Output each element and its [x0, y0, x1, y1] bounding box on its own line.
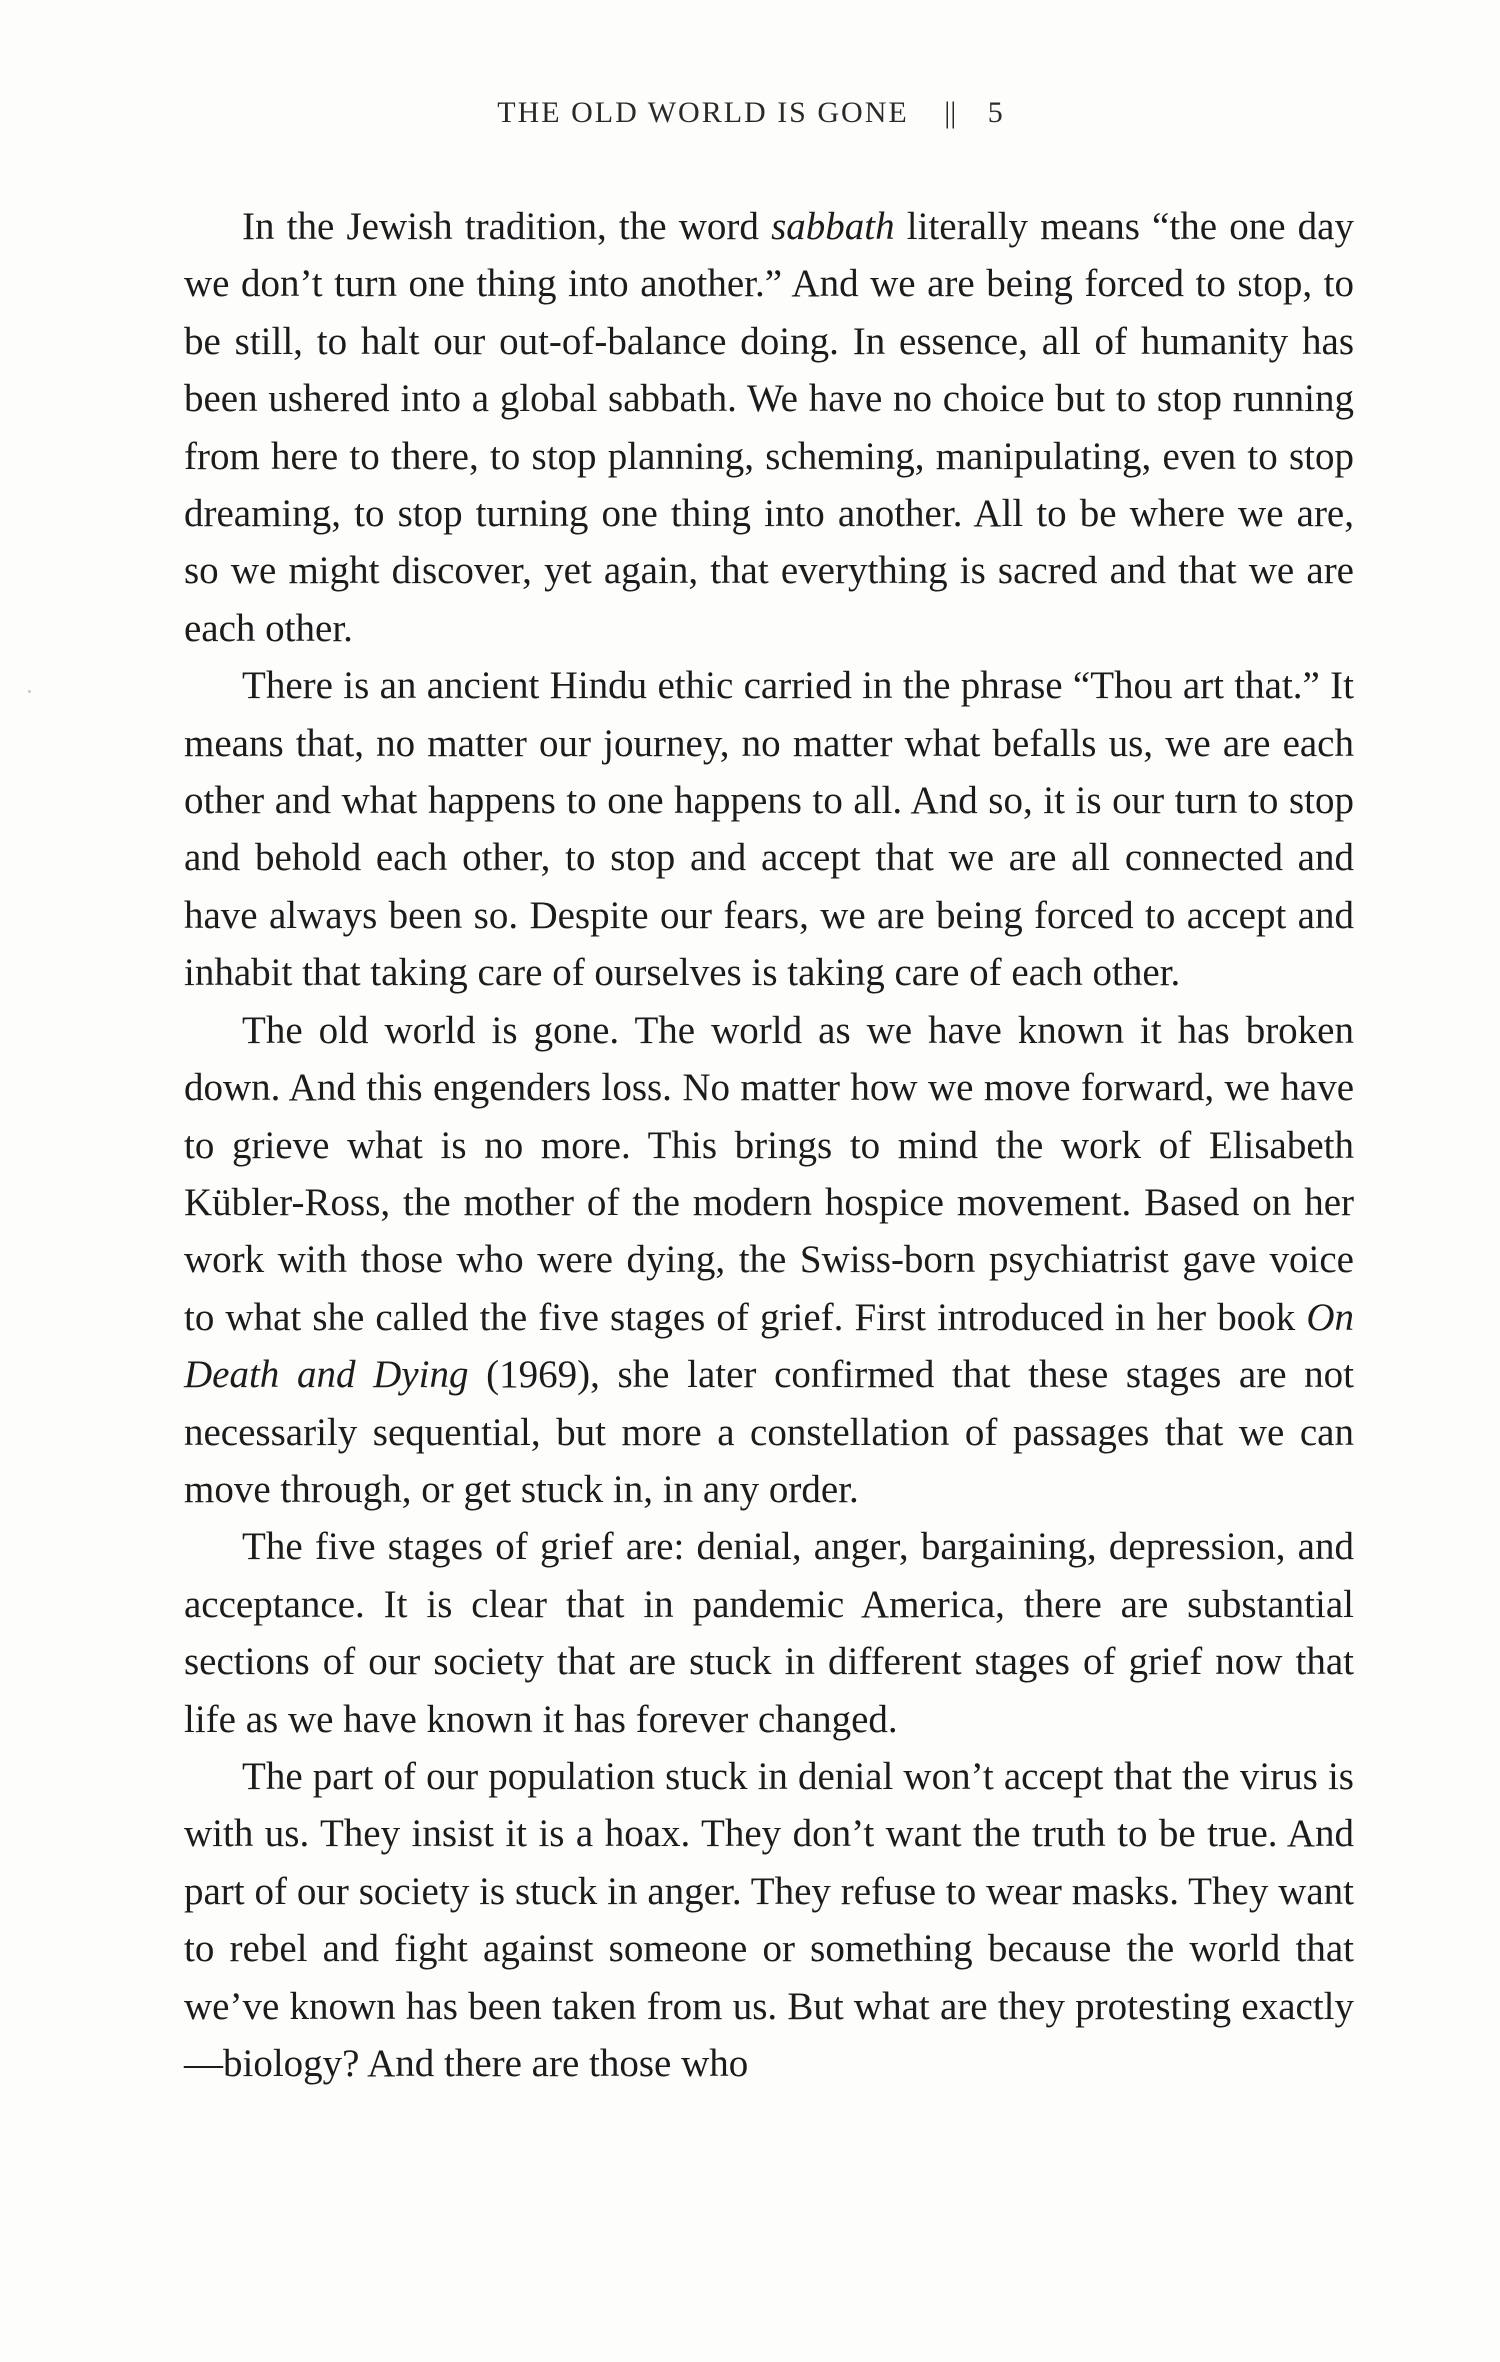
paragraph-1: In the Jewish tradition, the word sabbath literally means “the one day we don’t turn one thing into another.” And we are being forced to stop, to be still, to halt our out-of-balance doing. In essence, all of humanity has been ushered into a global sabbath. We have no choice but to stop running from here to there, to stop planning, scheming, manipulating, even to stop dreaming, to stop turning one thing into another. All to be where we are, so we might discover, yet again, that everything is sacred and that we are each other.	[184, 205, 1354, 650]
body-text	[184, 198, 1354, 2092]
running-header	[0, 96, 1500, 130]
header-separator: ||	[944, 96, 957, 129]
paragraph-4: The five stages of grief are: denial, anger, bargaining, depression, and acceptance. It is clear that in pandemic America, there are substantial sections of our society that are stuck in different stages of grief now that life as we have known it has forever changed.	[184, 1525, 1354, 1741]
paper-speck	[28, 690, 31, 693]
paragraph-5: The part of our population stuck in denial won’t accept that the virus is with us. They insist it is a hoax. They don’t want the truth to be true. And part of our society is stuck in anger. They refuse to wear masks. They want to rebel and fight against someone or something because the world that we’ve known has been taken from us. But what are they protesting exactly—biology? And there are those who	[184, 1754, 1354, 2085]
italic-term-sabbath: sabbath	[771, 205, 895, 248]
paragraph-3: The old world is gone. The world as we have known it has broken down. And this engenders loss. No matter how we move forward, we have to grieve what is no more. This brings to mind the work of Elisabeth Kübler-Ross, the mother of the modern hospice movement. Based on her work with those who were dying, the Swiss-born psychiatrist gave voice to what she called the five stages of grief. First introduced in her book On Death and Dying (1969), she later confirmed that these stages are not necessarily sequential, but more a constellation of passages that we can move through, or get stuck in, in any order.	[184, 1008, 1355, 1511]
book-title: On Death and Dying	[184, 1295, 1354, 1397]
running-title: THE OLD WORLD IS GONE	[497, 96, 909, 129]
paragraph-2: There is an ancient Hindu ethic carried in the phrase “Thou art that.” It means that, no matter our journey, no matter what befalls us, we are each other and what happens to one happens to all. And so, it is our turn to stop and behold each other, to stop and accept that we are all connected and have always been so. Despite our fears, we are being forced to accept and inhabit that taking care of ourselves is taking care of each other.	[184, 664, 1354, 995]
page-number: 5	[987, 96, 1003, 129]
